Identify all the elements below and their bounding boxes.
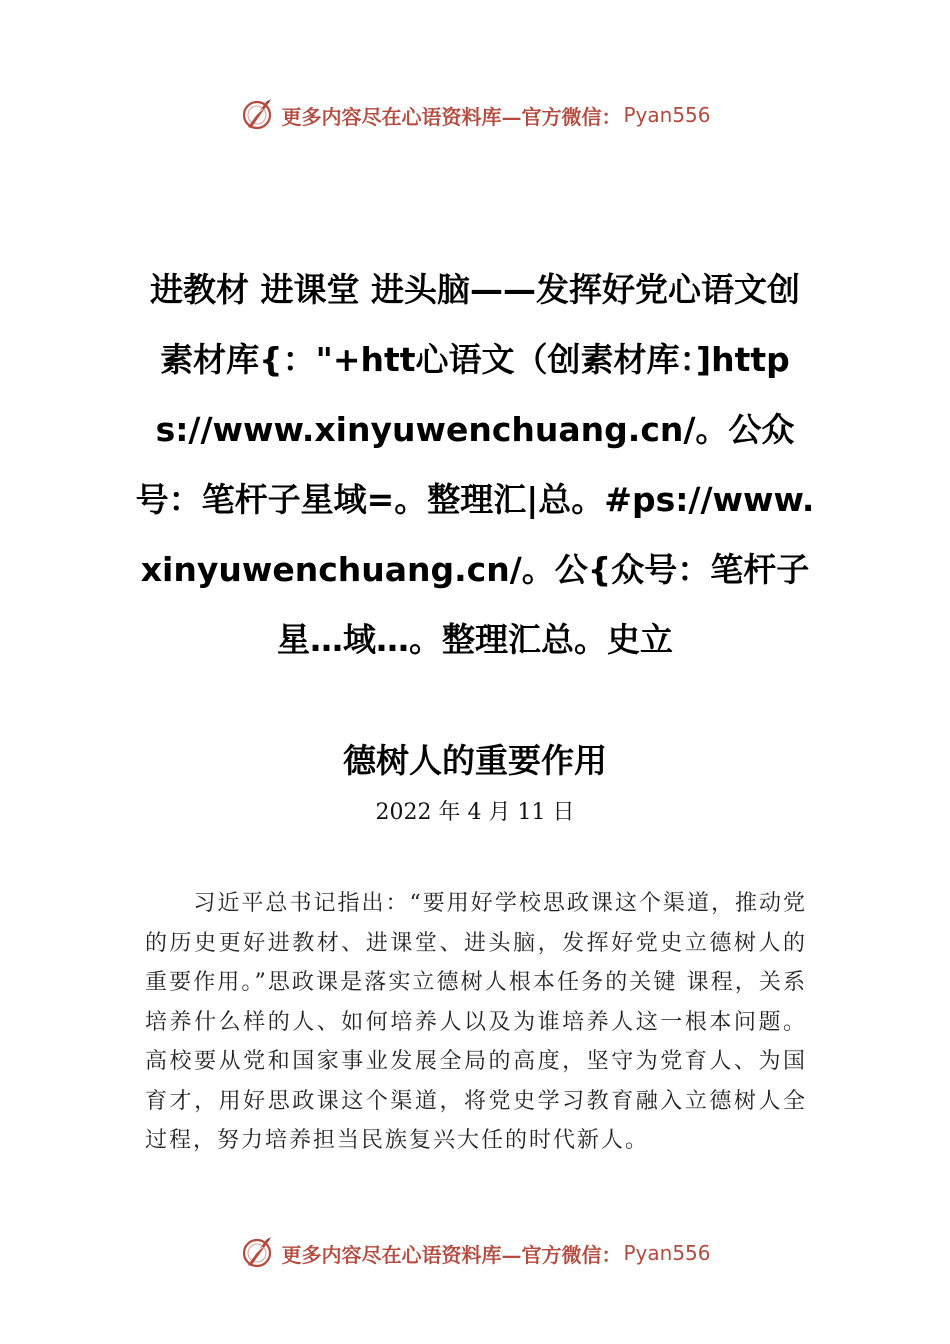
document-title: 进教材 进课堂 进头脑——发挥好党心语文创素材库{："+htt心语文（创素材库：]https://www.xinyuwenchuang.cn/。公众号：笔杆子星域=。整理汇|总。#ps://www.xinyuwenchuang.cn/。公{众号：笔杆子星…域…。整理汇总。史立 <box>135 270 815 659</box>
body-paragraph: 习近平总书记指出：“要用好学校思政课这个渠道，推动党的历史更好进教材、进课堂、进头脑，发挥好党史立德树人的重要作用。”思政课是落实立德树人根本任务的关键 课程，关系培养什么样的人、如何培养人以及为谁培养人这一根本问题。高校要从党和国家事业发展全局的高度，坚守为党育人、为国育才，用好思政课这个渠道，将党史学习教育融入立德树人全过程，努力培养担当民族复兴大任的时代新人。 <box>145 891 807 1153</box>
banner-text: 更多内容尽在心语资料库—官方微信： <box>281 104 622 129</box>
quill-pen-seal-icon <box>239 97 275 133</box>
footer-banner <box>0 1233 950 1273</box>
quill-pen-seal-icon <box>239 1235 275 1271</box>
banner-wechat-id: Pyan556 <box>623 103 711 127</box>
banner-wechat-id: Pyan556 <box>623 1241 711 1265</box>
banner-text: 更多内容尽在心语资料库—官方微信： <box>281 1242 622 1267</box>
document-title-tail: 德树人的重要作用 <box>343 741 607 780</box>
header-banner <box>0 95 950 135</box>
document-date: 2022 年 4 月 11 日 <box>375 800 575 825</box>
